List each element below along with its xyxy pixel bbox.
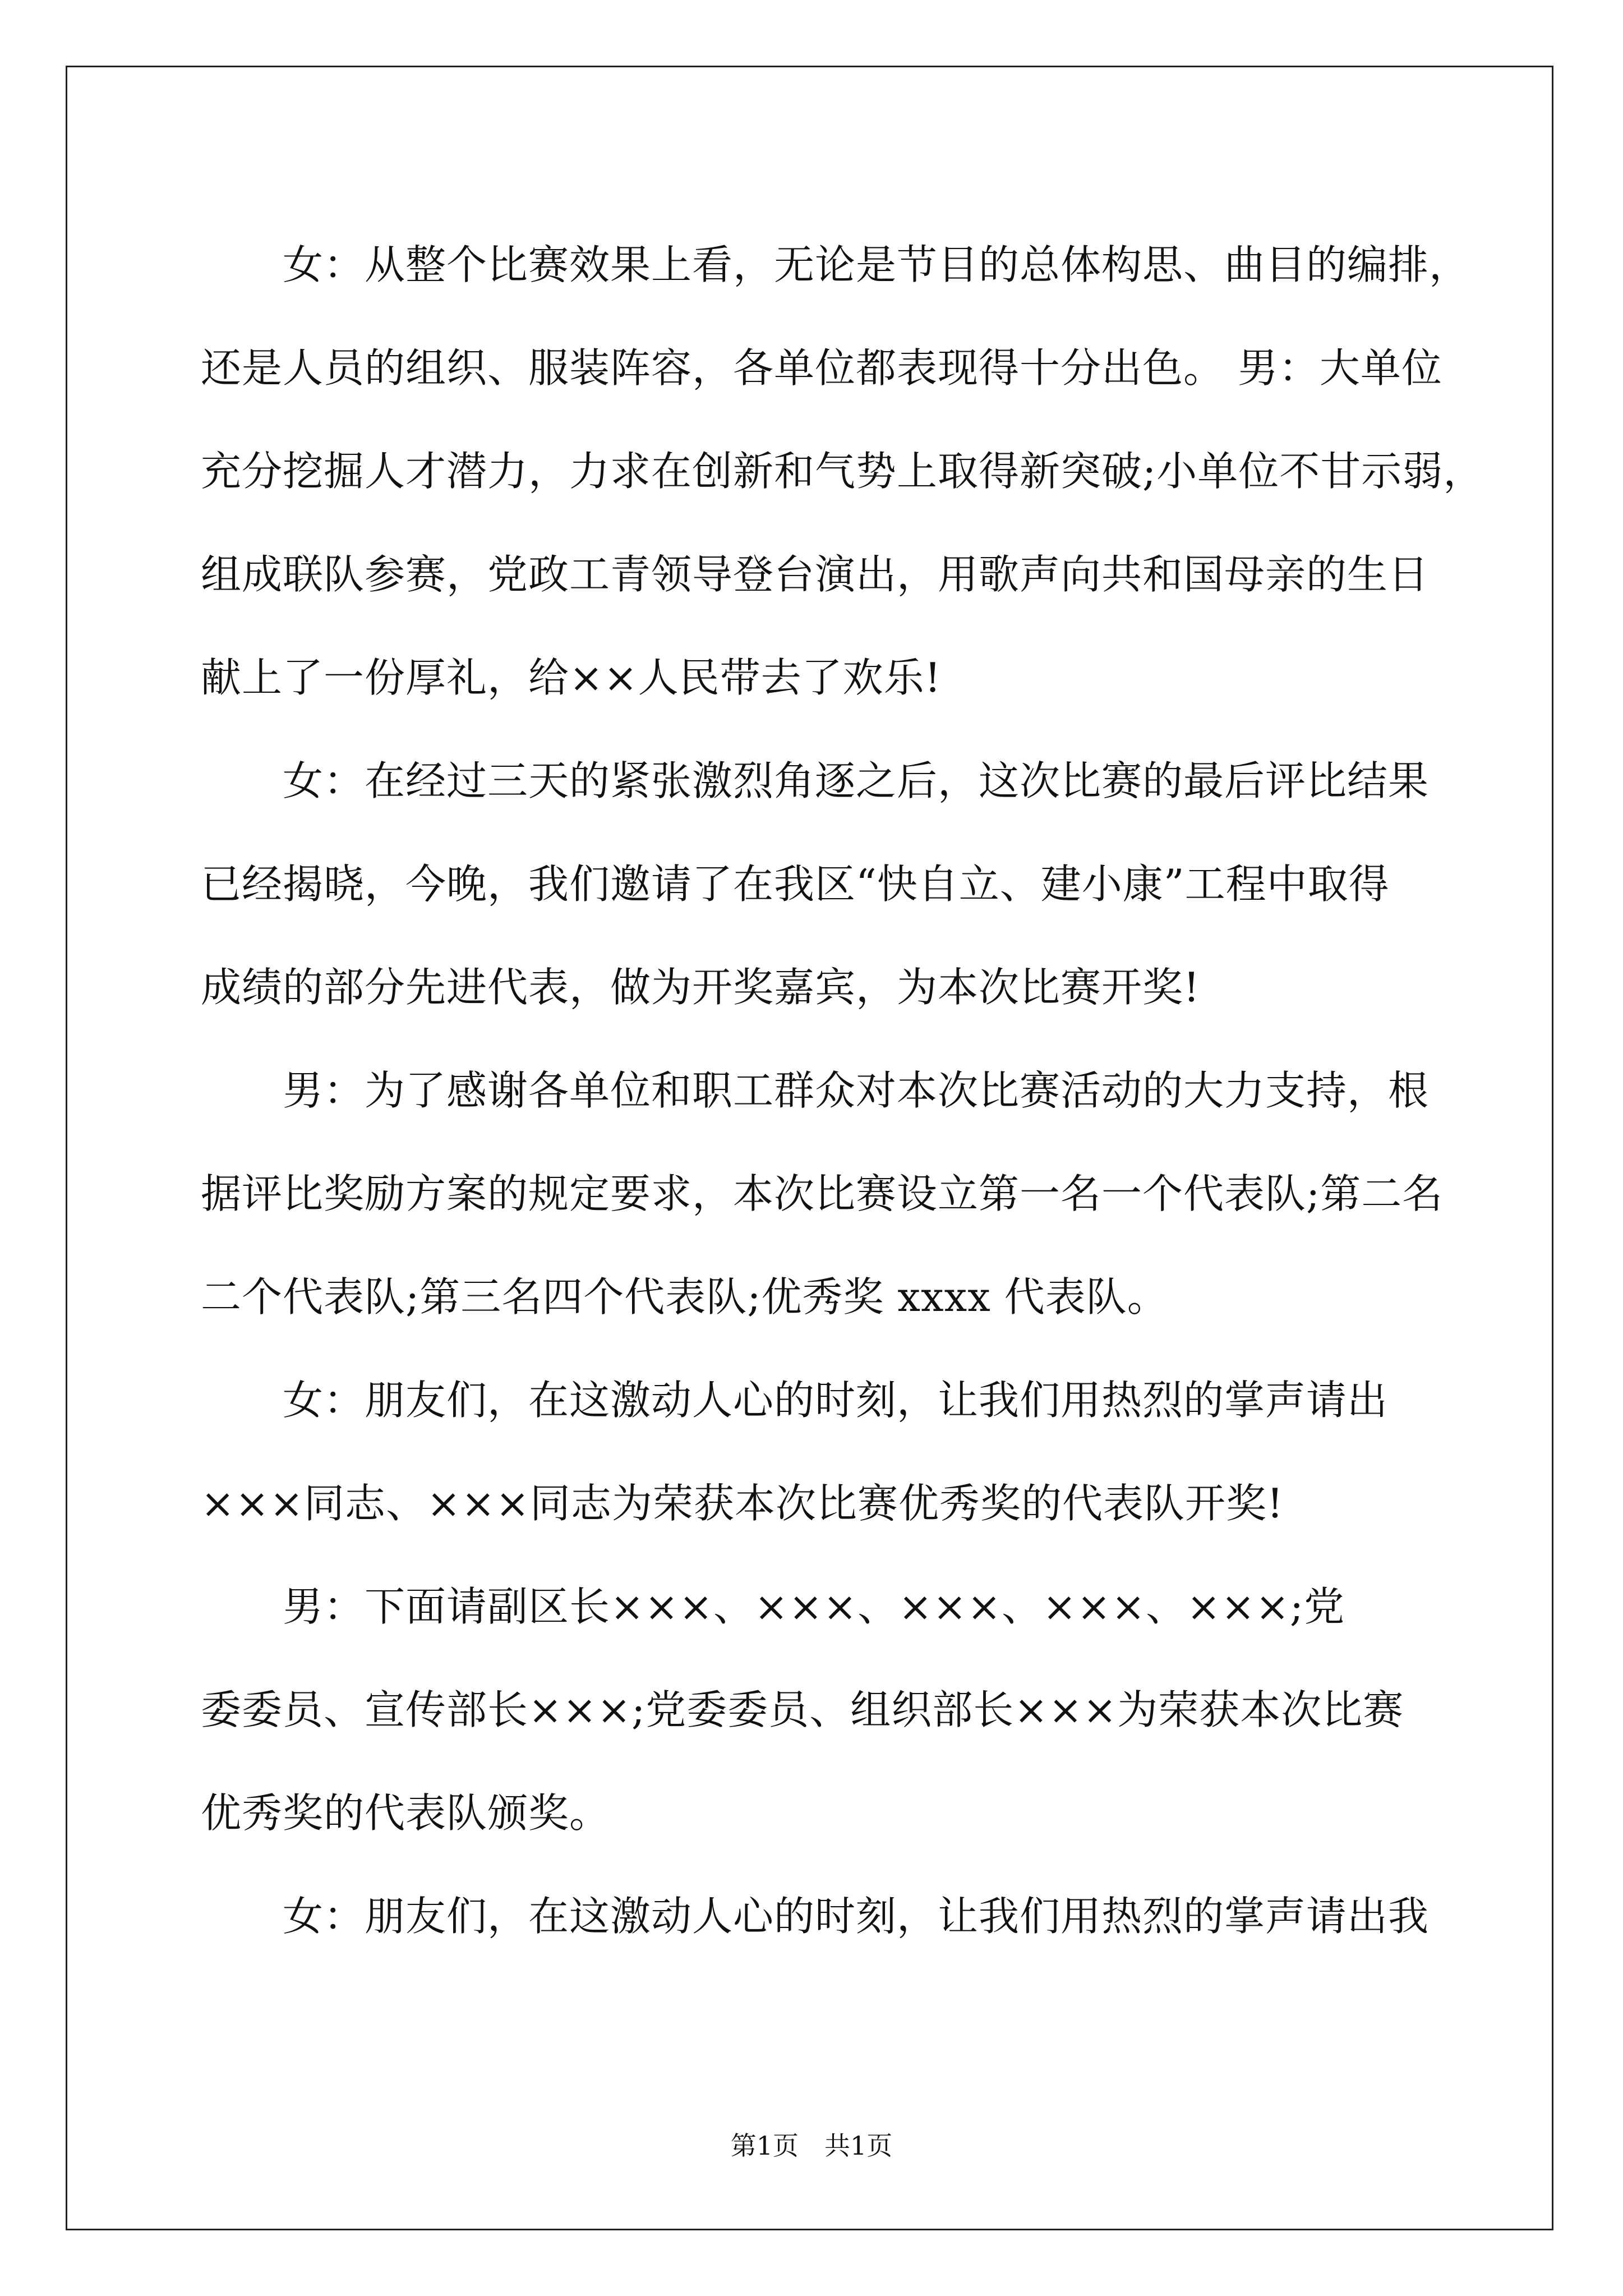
text-line: 委委员、宣传部长×××;党委委员、组织部长×××为荣获本次比赛	[201, 1686, 1404, 1733]
text-line: 组成联队参赛，党政工青领导登台演出，用歌声向共和国母亲的生日	[201, 551, 1430, 598]
text-line: ×××同志、×××同志为荣获本次比赛优秀奖的代表队开奖!	[201, 1480, 1284, 1527]
text-line: 成绩的部分先进代表，做为开奖嘉宾，为本次比赛开奖!	[201, 964, 1200, 1011]
text-line: 还是人员的组织、服装阵容，各单位都表现得十分出色。 男：大单位	[201, 344, 1442, 392]
page-number: 第1页 共1页	[730, 2131, 893, 2161]
text-line: 女：在经过三天的紧张激烈角逐之后，这次比赛的最后评比结果	[201, 757, 1430, 804]
text-line: 女：朋友们，在这激动人心的时刻，让我们用热烈的掌声请出	[201, 1377, 1389, 1424]
document-body	[201, 213, 1484, 1968]
text-line: 女：从整个比赛效果上看，无论是节目的总体构思、曲目的编排，	[201, 241, 1470, 288]
text-line: 优秀奖的代表队颁奖。	[201, 1789, 611, 1837]
text-line: 据评比奖励方案的规定要求，本次比赛设立第一名一个代表队;第二名	[201, 1170, 1444, 1217]
text-line: 献上了一份厚礼，给××人民带去了欢乐!	[201, 654, 942, 701]
text-line: 女：朋友们，在这激动人心的时刻，让我们用热烈的掌声请出我	[201, 1893, 1430, 1940]
text-line: 男：下面请副区长×××、×××、×××、×××、×××;党	[201, 1583, 1345, 1630]
text-line: 充分挖掘人才潜力，力求在创新和气势上取得新突破;小单位不甘示弱，	[201, 448, 1484, 495]
text-line: 男：为了感谢各单位和职工群众对本次比赛活动的大力支持，根	[201, 1067, 1430, 1114]
text-line: 二个代表队;第三名四个代表队;优秀奖 xxxx 代表队。	[201, 1273, 1168, 1320]
text-line: 已经揭晓，今晚，我们邀请了在我区“快自立、建小康”工程中取得	[201, 861, 1390, 908]
page-footer	[0, 2129, 1623, 2162]
